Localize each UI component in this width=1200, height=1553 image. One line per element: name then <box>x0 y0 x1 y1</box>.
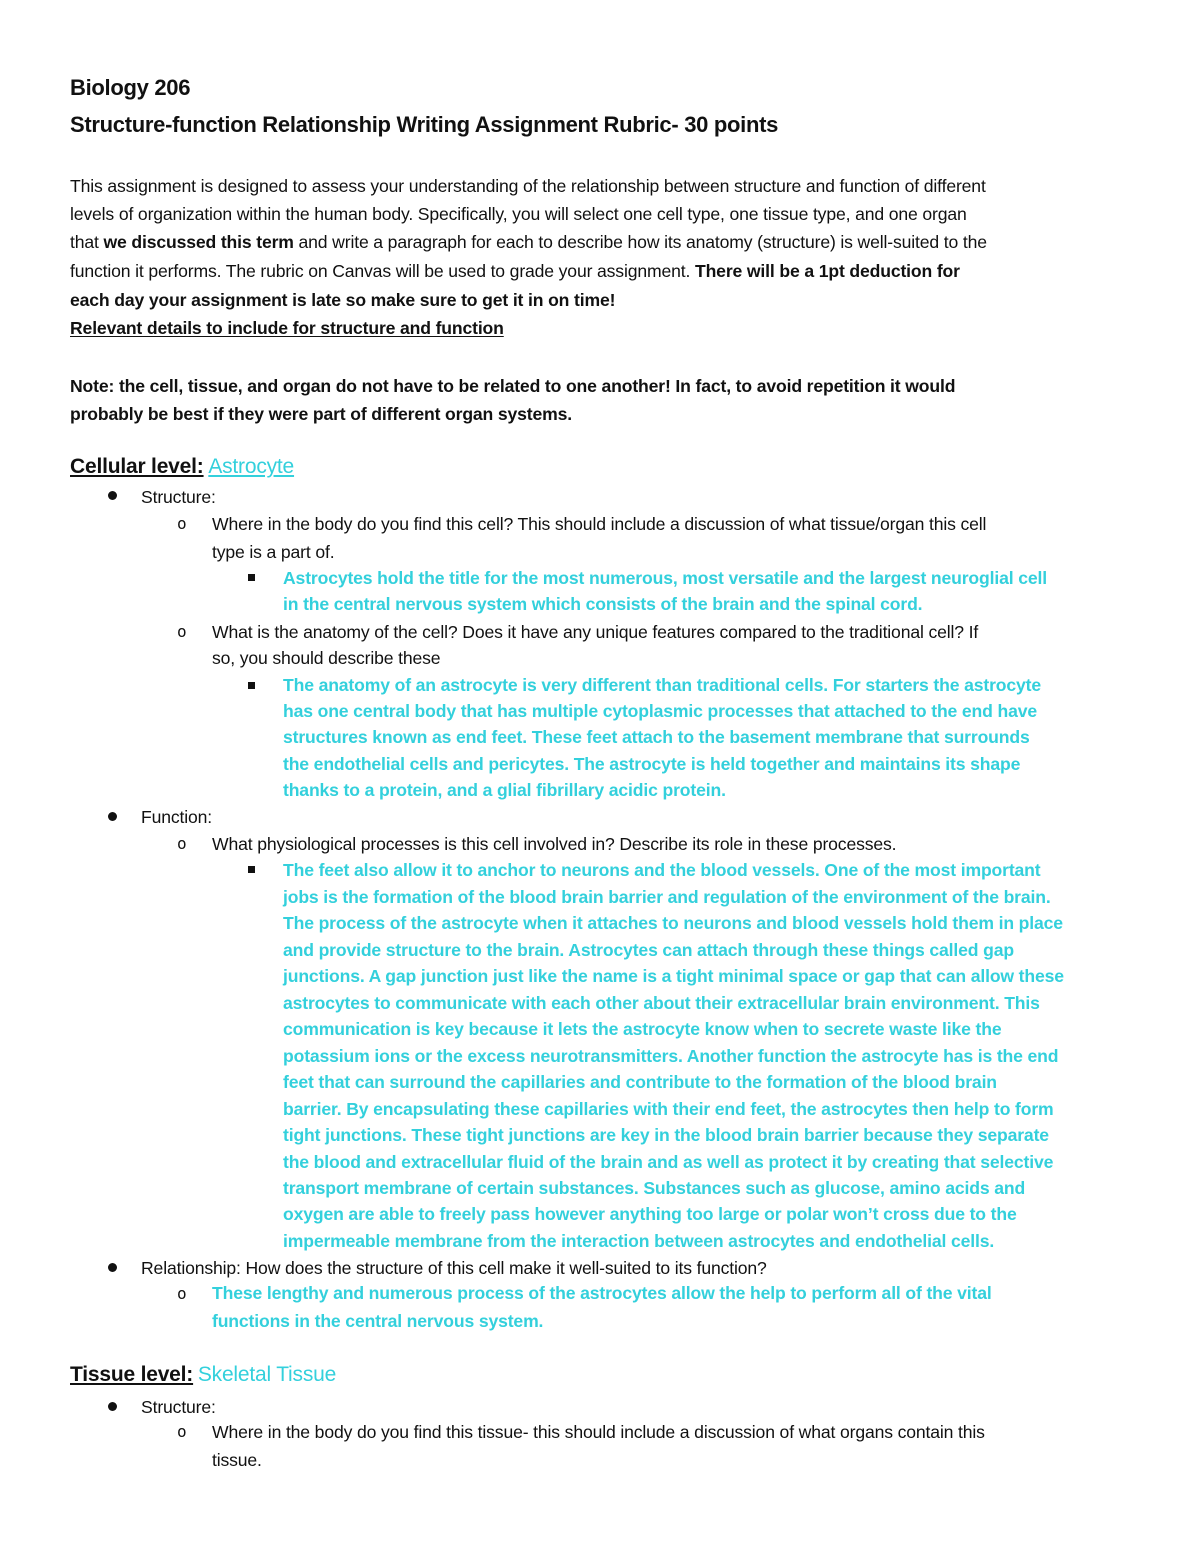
question-line: Where in the body do you find this cell? This should include a discussion of what tissue/organ this cell <box>212 514 987 534</box>
intro-line <box>70 230 987 254</box>
square-bullet-icon <box>248 866 255 873</box>
answer-line: The process of the astrocyte when it attaches to neurons and blood vessels hold them in place <box>283 913 1063 933</box>
relationship-label: Relationship: How does the structure of this cell make it well-suited to its function? <box>141 1258 767 1278</box>
late-penalty-line: each day your assignment is late so make sure to get it in on time! <box>70 290 616 310</box>
circle-bullet-icon: o <box>177 1422 187 1441</box>
tissue-heading <box>70 1363 336 1387</box>
answer-line: functions in the central nervous system. <box>212 1311 544 1331</box>
bullet-icon <box>108 1402 117 1411</box>
square-bullet-icon <box>248 682 255 689</box>
cellular-answer: Astrocyte <box>208 455 295 478</box>
late-penalty-text: There will be a 1pt deduction for <box>694 261 960 281</box>
tissue-level-label: Tissue level: <box>70 1363 194 1386</box>
circle-bullet-icon: o <box>177 622 187 641</box>
answer-line: the endothelial cells and pericytes. The astrocyte is held together and maintains its shape <box>283 754 1021 774</box>
circle-bullet-icon: o <box>177 514 187 533</box>
answer-line: The anatomy of an astrocyte is very different than traditional cells. For starters the astrocyte <box>283 675 1041 695</box>
course-title: Biology 206 <box>70 75 191 100</box>
answer-line: in the central nervous system which consists of the brain and the spinal cord. <box>283 594 923 614</box>
answer-line: structures known as end feet. These feet attach to the basement membrane that surrounds <box>283 727 1030 747</box>
cellular-heading <box>70 455 294 479</box>
answer-line: tight junctions. These tight junctions are key in the blood brain barrier because they separate <box>283 1125 1049 1145</box>
question-line: What is the anatomy of the cell? Does it have any unique features compared to the traditional cell? If <box>212 622 979 642</box>
bullet-icon <box>108 1263 117 1272</box>
note-line: Note: the cell, tissue, and organ do not have to be related to one another! In fact, to avoid repetition it would <box>70 376 956 396</box>
answer-line: oxygen are able to freely pass however anything too large or polar won’t cross due to the <box>283 1204 1017 1224</box>
answer-line: impermeable membrane from the interaction between astrocytes and endothelial cells. <box>283 1231 995 1251</box>
answer-line: junctions. A gap junction just like the name is a tight minimal space or gap that can allow these <box>283 966 1064 986</box>
answer-line: has one central body that has multiple cytoplasmic processes that attached to the end have <box>283 701 1037 721</box>
intro-text: and write a paragraph for each to describe how its anatomy (structure) is well-suited to the <box>293 232 987 252</box>
bullet-icon <box>108 491 117 500</box>
assignment-title: Structure-function Relationship Writing Assignment Rubric- 30 points <box>70 112 779 137</box>
answer-line: potassium ions or the excess neurotransmitters. Another function the astrocyte has is the end <box>283 1046 1059 1066</box>
answer-line: Astrocytes hold the title for the most numerous, most versatile and the largest neuroglial cell <box>283 568 1047 588</box>
note-line: probably be best if they were part of different organ systems. <box>70 404 573 424</box>
answer-line: the blood and extracellular fluid of the brain and as well as protect it by creating that selective <box>283 1152 1054 1172</box>
answer-line: astrocytes to communicate with each other about their extracellular brain environment. This <box>283 993 1040 1013</box>
intro-text: function it performs. The rubric on Canvas will be used to grade your assignment. <box>70 261 695 281</box>
structure-label: Structure: <box>141 1397 216 1417</box>
answer-line: feet that can surround the capillaries and contribute to the formation of the blood brain <box>283 1072 997 1092</box>
circle-bullet-icon: o <box>177 1284 187 1303</box>
answer-line: The feet also allow it to anchor to neurons and the blood vessels. One of the most important <box>283 860 1041 880</box>
relevant-details-link[interactable]: Relevant details to include for structure and function <box>70 318 504 338</box>
intro-text: that <box>70 232 104 252</box>
answer-line: communication is key because it lets the astrocyte know when to secrete waste like the <box>283 1019 1002 1039</box>
intro-line: levels of organization within the human body. Specifically, you will select one cell type, one tissue type, and one organ <box>70 204 967 224</box>
intro-emphasis: we discussed this term <box>103 232 294 252</box>
cellular-level-label: Cellular level: <box>70 455 204 478</box>
structure-label: Structure: <box>141 487 216 507</box>
question-line: What physiological processes is this cell involved in? Describe its role in these processes. <box>212 834 897 854</box>
intro-line: This assignment is designed to assess your understanding of the relationship between structure and function of different <box>70 176 986 196</box>
question-line: Where in the body do you find this tissue- this should include a discussion of what organs contain this <box>212 1422 985 1442</box>
tissue-answer: Skeletal Tissue <box>197 1363 337 1386</box>
answer-line: barrier. By encapsulating these capillaries with their end feet, the astrocytes then help to form <box>283 1099 1054 1119</box>
bullet-icon <box>108 812 117 821</box>
answer-line: and provide structure to the brain. Astrocytes can attach through these things called gap <box>283 940 1014 960</box>
intro-line <box>70 259 960 283</box>
answer-line: thanks to a protein, and a glial fibrillary acidic protein. <box>283 780 726 800</box>
circle-bullet-icon: o <box>177 834 187 853</box>
question-line: tissue. <box>212 1450 262 1470</box>
question-line: type is a part of. <box>212 542 335 562</box>
question-line: so, you should describe these <box>212 648 441 668</box>
function-label: Function: <box>141 807 213 827</box>
answer-line: transport membrane of certain substances. Substances such as glucose, amino acids and <box>283 1178 1026 1198</box>
answer-line: jobs is the formation of the blood brain barrier and regulation of the environment of the brain. <box>283 887 1051 907</box>
square-bullet-icon <box>248 574 255 581</box>
answer-line: These lengthy and numerous process of the astrocytes allow the help to perform all of the vital <box>212 1283 992 1303</box>
